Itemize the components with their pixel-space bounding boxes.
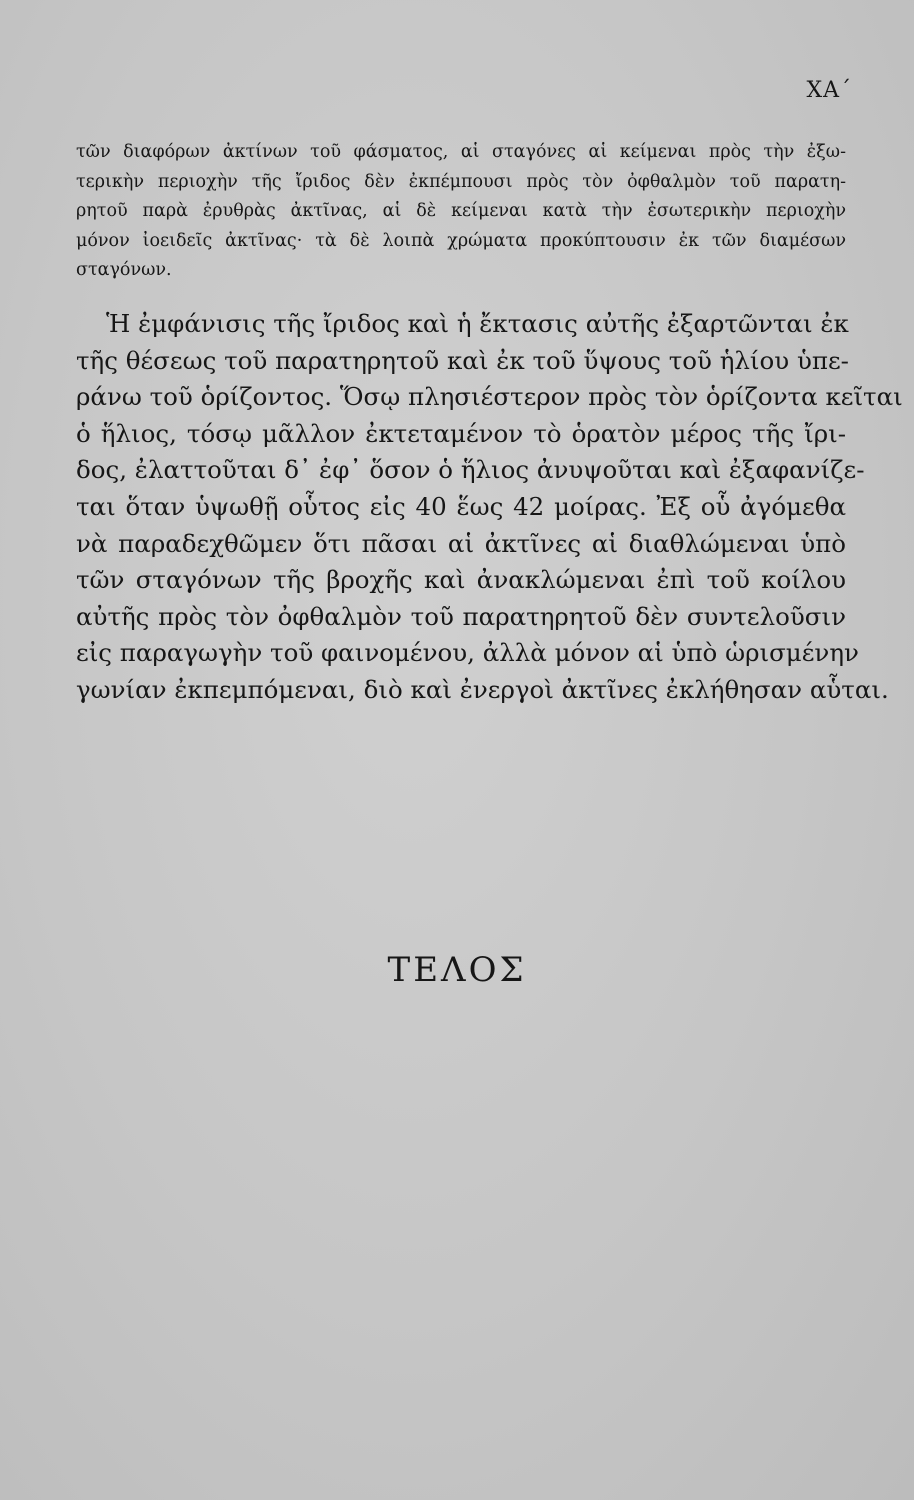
footnote [76,138,846,286]
footnote-line: σταγόνων. [76,260,172,280]
body-line: ται ὅταν ὑψωθῇ οὗτος εἰς 40 ἕως 42 μοίρας. Ἐξ οὗ ἀγόμεθα [76,491,846,521]
page-number: ΧΑ΄ [806,78,852,103]
body-line: τῶν σταγόνων τῆς βροχῆς καὶ ἀνακλώμεναι ἐπὶ τοῦ κοίλου [76,565,846,595]
footnote-line: τερικὴν περιοχὴν τῆς ἴριδος δὲν ἐκπέμπουσι πρὸς τὸν ὀφθαλμὸν τοῦ παρατη- [76,171,846,192]
body-line: ὁ ἥλιος, τόσῳ μᾶλλον ἐκτεταμένον τὸ ὁρατὸν μέρος τῆς ἴρι- [76,418,846,448]
body-paragraph [76,306,903,709]
footnote-line: μόνον ἰοειδεῖς ἀκτῖνας· τὰ δὲ λοιπὰ χρώματα προκύπτουσιν ἐκ τῶν διαμέσων [76,230,846,251]
body-line: τῆς θέσεως τοῦ παρατηρητοῦ καὶ ἐκ τοῦ ὕψους τοῦ ἡλίου ὑπε- [76,345,849,375]
body-line: δος, ἐλαττοῦται δ᾽ ἐφ᾽ ὅσον ὁ ἥλιος ἀνυψοῦται καὶ ἐξαφανίζε- [76,455,865,485]
body-line: αὐτῆς πρὸς τὸν ὀφθαλμὸν τοῦ παρατηρητοῦ δὲν συντελοῦσιν [76,601,846,631]
body-line: γωνίαν ἐκπεμπόμεναι, διὸ καὶ ἐνεργοὶ ἀκτῖνες ἐκλήθησαν αὗται. [76,674,889,704]
body-line: Ἡ ἐμφάνισις τῆς ἴριδος καὶ ἡ ἔκτασις αὐτῆς ἐξαρτῶνται ἐκ [106,309,849,338]
body-line: εἰς παραγωγὴν τοῦ φαινομένου, ἀλλὰ μόνον αἱ ὑπὸ ὡρισμένην [76,638,859,668]
footnote-line: τῶν διαφόρων ἀκτίνων τοῦ φάσματος, αἱ σταγόνες αἱ κείμεναι πρὸς τὴν ἐξω- [76,142,846,162]
end-mark: ΤΕΛΟΣ [387,950,527,990]
footnote-line: ρητοῦ παρὰ ἐρυθρὰς ἀκτῖνας, αἱ δὲ κείμεναι κατὰ τὴν ἐσωτερικὴν περιοχὴν [76,201,846,221]
body-line: νὰ παραδεχθῶμεν ὅτι πᾶσαι αἱ ἀκτῖνες αἱ διαθλώμεναι ὑπὸ [76,528,846,558]
body-line: ράνω τοῦ ὁρίζοντος. Ὅσῳ πλησιέστερον πρὸς τὸν ὁρίζοντα κεῖται [76,382,903,412]
